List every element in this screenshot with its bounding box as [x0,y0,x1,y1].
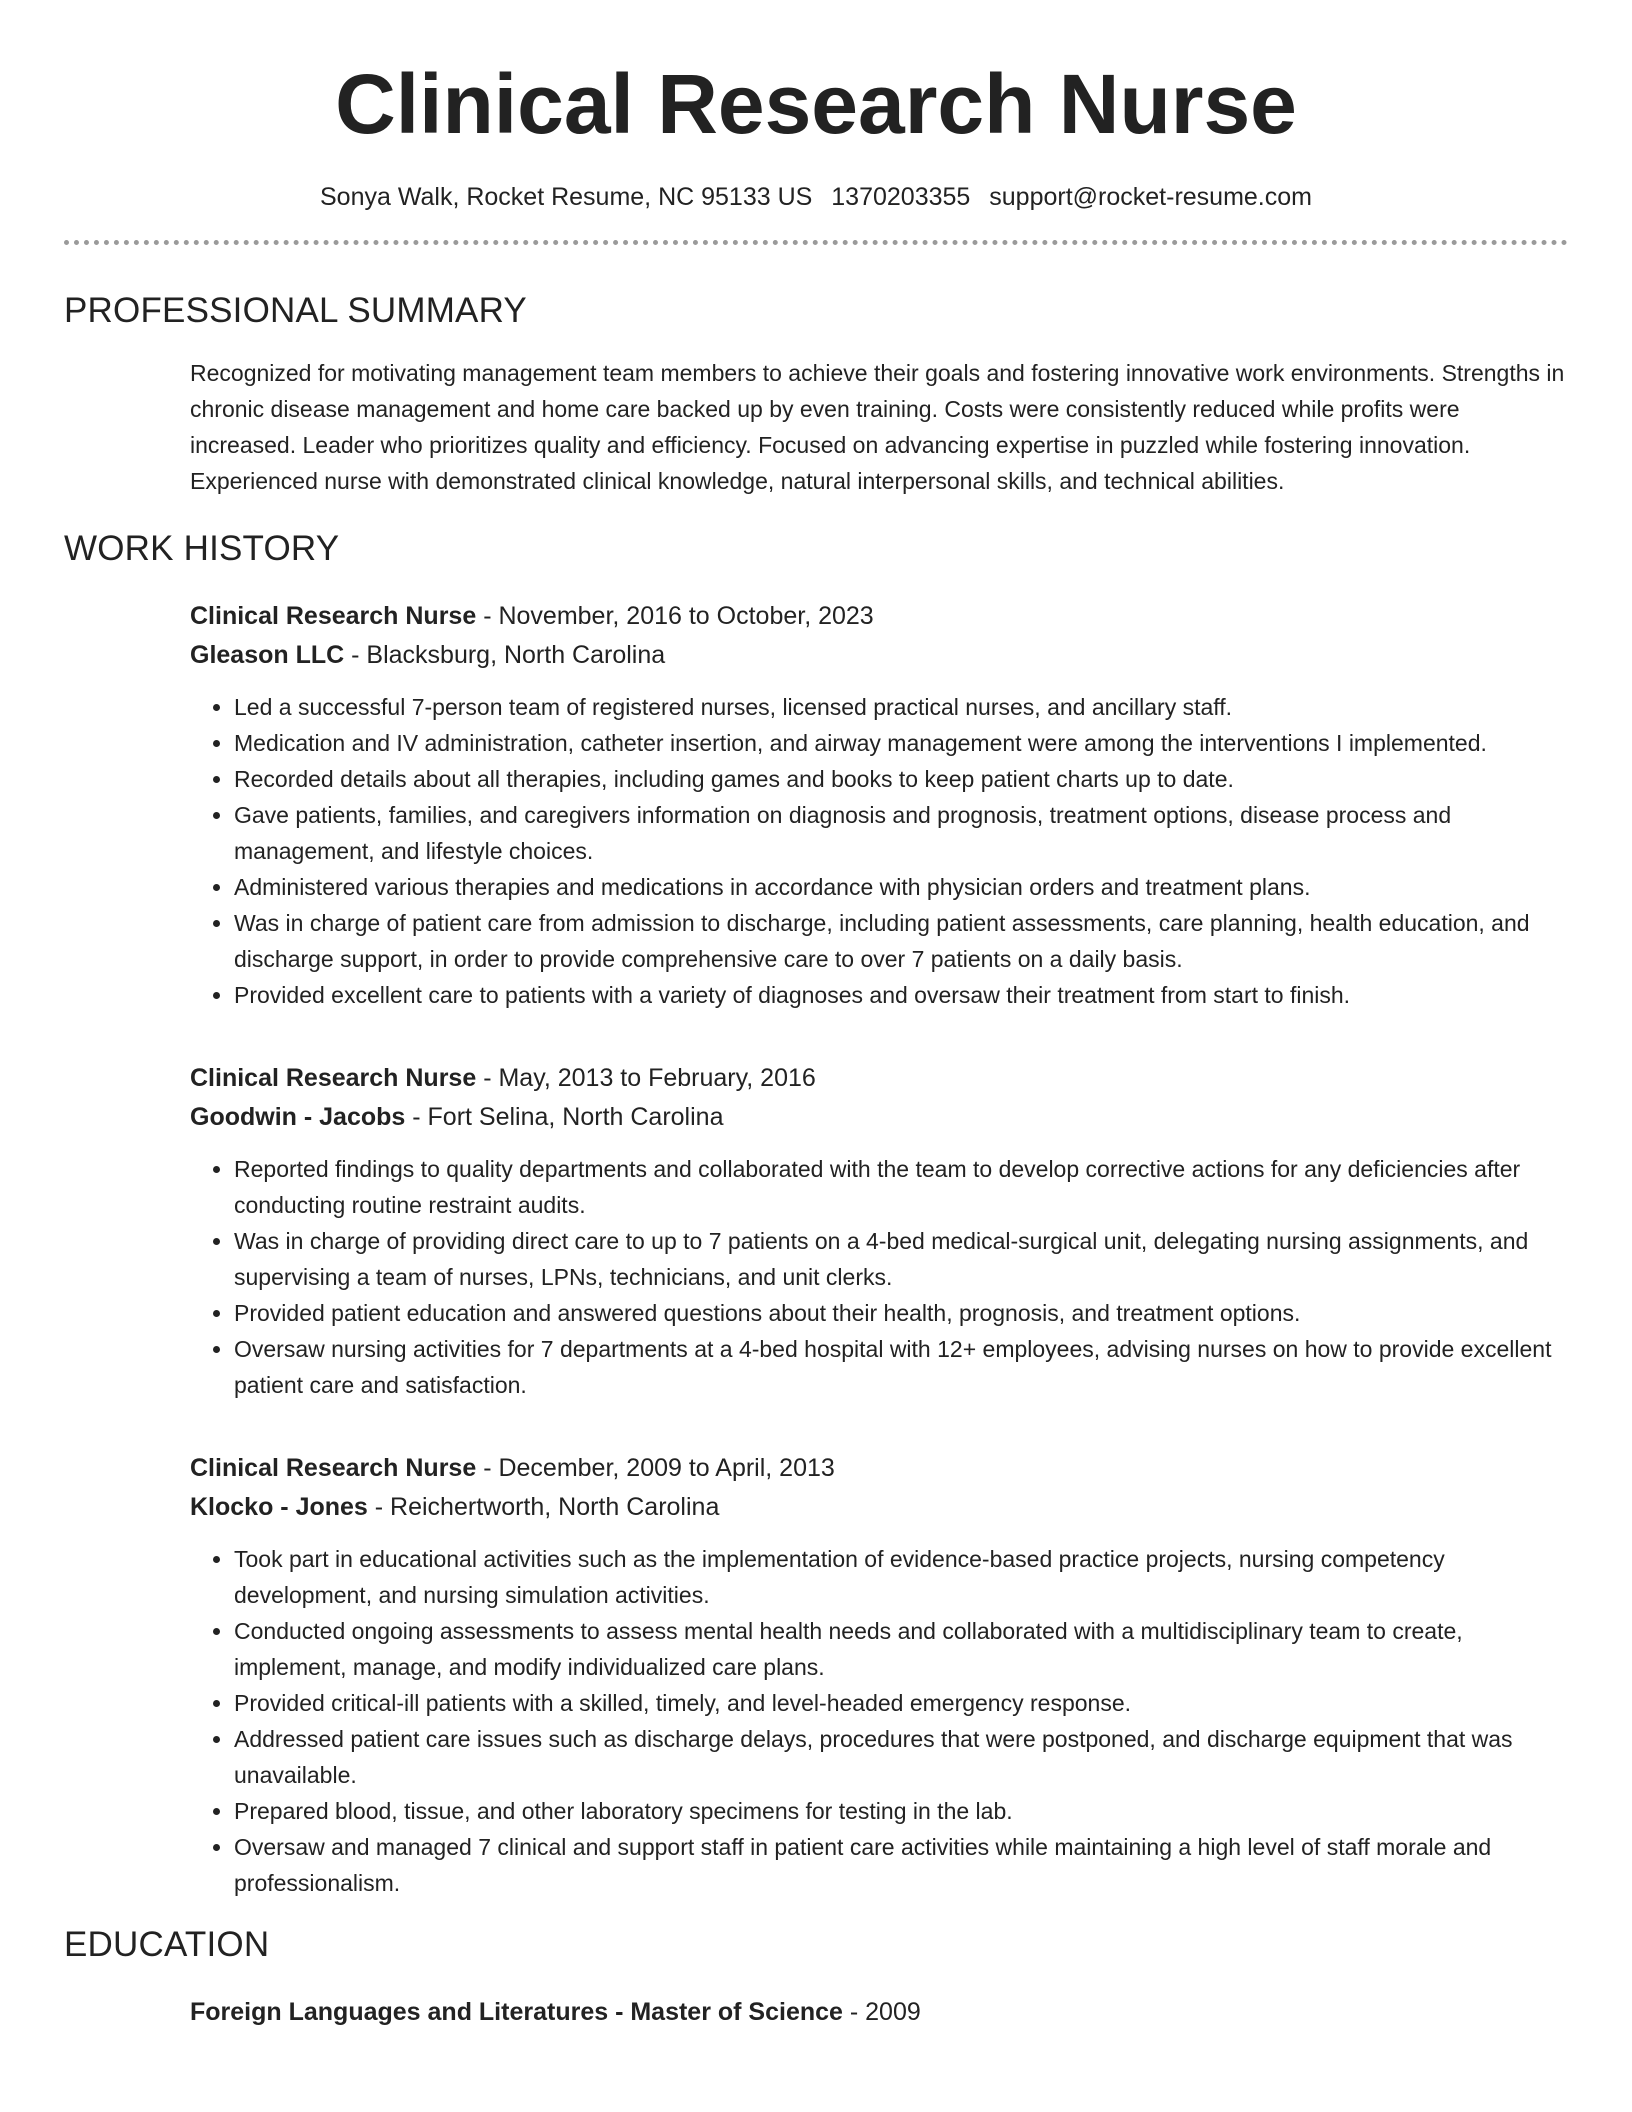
resume-header [64,0,1568,245]
job-bullet: • Recorded details about all therapies, including games and books to keep patient charts up to date. [234,761,1568,797]
job-bullet: • Addressed patient care issues such as discharge delays, procedures that were postponed, and discharge equipment that was unavailable. [234,1721,1568,1793]
job-bullet: • Gave patients, families, and caregivers information on diagnosis and prognosis, treatment options, disease process and management, and lifestyle choices. [234,797,1568,869]
contact-line [64,180,1568,214]
education-entry [190,1993,1568,2032]
job-company-line [190,1488,1568,1527]
job-bullet: • Oversaw nursing activities for 7 departments at a 4-bed hospital with 12+ employees, advising nurses on how to provide excellent patient care and satisfaction. [234,1331,1568,1403]
job-company: Klocko - Jones [190,1493,368,1521]
education-degree: Foreign Languages and Literatures - Master of Science [190,1998,843,2026]
job-role: Clinical Research Nurse [190,1064,477,1092]
job-company: Gleason LLC [190,641,345,669]
header-divider [64,240,1568,245]
job-bullet: • Medication and IV administration, catheter insertion, and airway management were among the interventions I implemented. [234,725,1568,761]
job-title-line [190,1449,1568,1488]
job-bullet: • Oversaw and managed 7 clinical and support staff in patient care activities while maintaining a high level of staff morale and professionalism. [234,1829,1568,1901]
job-role: Clinical Research Nurse [190,602,477,630]
job-bullet: • Conducted ongoing assessments to assess mental health needs and collaborated with a multidisciplinary team to create, implement, manage, and modify individualized care plans. [234,1613,1568,1685]
job-bullet: • Provided excellent care to patients with a variety of diagnoses and oversaw their treatment from start to finish. [234,977,1568,1013]
contact-email: support@rocket-resume.com [989,183,1312,211]
job-bullet: • Took part in educational activities such as the implementation of evidence-based practice projects, nursing competency development, and nursing simulation activities. [234,1541,1568,1613]
job-company-line [190,636,1568,675]
summary-section [64,289,1568,499]
candidate-name: Clinical Research Nurse [335,57,1297,151]
job-title-line [190,597,1568,636]
job-entry [190,1449,1568,1901]
job-dates: - May, 2013 to February, 2016 [476,1064,816,1092]
education-title: EDUCATION [64,1925,270,1964]
job-bullet: • Prepared blood, tissue, and other laboratory specimens for testing in the lab. [234,1793,1568,1829]
job-bullet: • Provided patient education and answered questions about their health, prognosis, and treatment options. [234,1295,1568,1331]
education-year: - 2009 [842,1998,921,2026]
job-company: Goodwin - Jacobs [190,1103,406,1131]
job-bullet: • Was in charge of patient care from admission to discharge, including patient assessments, care planning, health education, and discharge support, in order to provide comprehensive care to over 7 patients on a daily basis. [234,905,1568,977]
work-history-body [190,597,1568,1901]
job-title-line [190,1059,1568,1098]
job-bullet: • Reported findings to quality departments and collaborated with the team to develop corrective actions for any deficiencies after conducting routine restraint audits. [234,1151,1568,1223]
job-company-line [190,1098,1568,1137]
job-location: - Blacksburg, North Carolina [344,641,666,669]
job-dates: - November, 2016 to October, 2023 [476,602,874,630]
work-history-title: WORK HISTORY [64,529,340,568]
job-entry [190,1059,1568,1403]
contact-phone: 1370203355 [831,183,971,211]
job-bullet: • Administered various therapies and medications in accordance with physician orders and treatment plans. [234,869,1568,905]
summary-text: Recognized for motivating management team members to achieve their goals and fostering innovative work environments. Strengths in chronic disease management and home care backed up by even training. Costs were consistently reduced while profits were increased. Leader who prioritizes quality and efficiency. Focused on advancing expertise in puzzled while fostering innovation. Experienced nurse with demonstrated clinical knowledge, natural interpersonal skills, and technical abilities. [190,360,1565,494]
job-dates: - December, 2009 to April, 2013 [476,1454,835,1482]
job-location: - Fort Selina, North Carolina [405,1103,724,1131]
job-bullets [190,689,1568,1013]
summary-body [190,355,1568,499]
summary-title: PROFESSIONAL SUMMARY [64,291,527,330]
education-section [64,1923,1568,2032]
job-location: - Reichertworth, North Carolina [367,1493,720,1521]
education-body [190,1993,1568,2032]
job-bullet: • Was in charge of providing direct care to up to 7 patients on a 4-bed medical-surgical unit, delegating nursing assignments, and supervising a team of nurses, LPNs, technicians, and unit clerks. [234,1223,1568,1295]
job-bullet: • Provided critical-ill patients with a skilled, timely, and level-headed emergency response. [234,1685,1568,1721]
job-bullet: • Led a successful 7-person team of registered nurses, licensed practical nurses, and ancillary staff. [234,689,1568,725]
work-history-section [64,527,1568,1901]
job-bullets [190,1541,1568,1901]
job-entry [190,597,1568,1013]
job-role: Clinical Research Nurse [190,1454,477,1482]
contact-address: Sonya Walk, Rocket Resume, NC 95133 US [319,183,813,211]
job-bullets [190,1151,1568,1403]
